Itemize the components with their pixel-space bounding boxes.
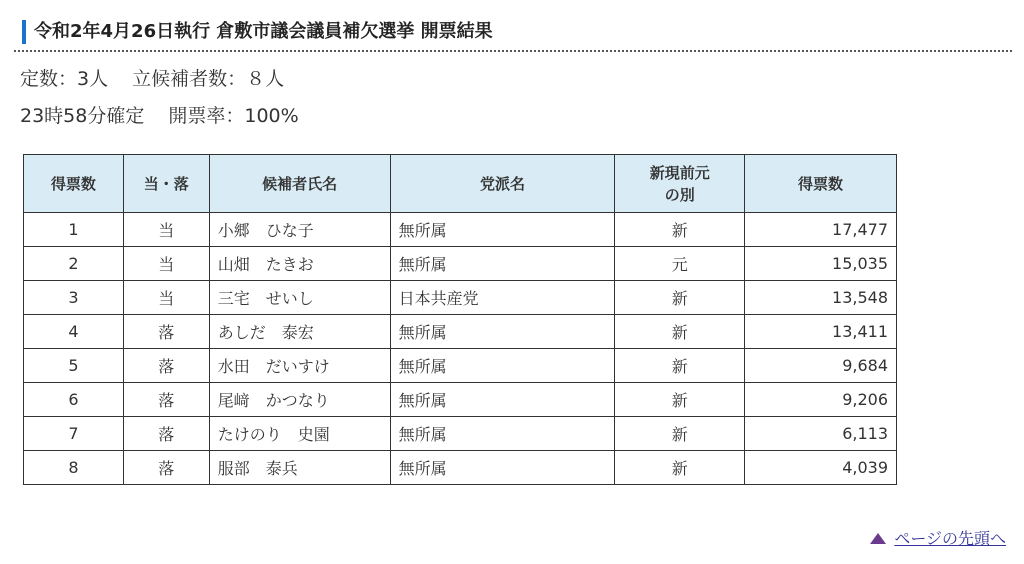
cell-name: 水田 だいすけ <box>209 349 390 383</box>
cell-status: 元 <box>615 247 745 281</box>
header-status <box>615 155 745 213</box>
cell-name: 小郷 ひな子 <box>209 213 390 247</box>
page-heading <box>14 12 1012 52</box>
page-top-link-container <box>870 528 1006 550</box>
cell-name: 山畑 たきお <box>209 247 390 281</box>
header-status-line1: 新現前元 <box>649 163 710 182</box>
cell-party: 無所属 <box>390 349 615 383</box>
summary-line-2 <box>20 103 299 129</box>
cell-name: あしだ 泰宏 <box>209 315 390 349</box>
cell-result: 落 <box>123 451 209 485</box>
cell-status: 新 <box>615 281 745 315</box>
cell-rank: 8 <box>24 451 124 485</box>
cell-rank: 5 <box>24 349 124 383</box>
table-row <box>24 451 897 485</box>
cell-votes: 9,684 <box>745 349 897 383</box>
cell-votes: 6,113 <box>745 417 897 451</box>
heading-accent-bar <box>22 20 26 44</box>
header-party: 党派名 <box>390 155 615 213</box>
header-result: 当・落 <box>123 155 209 213</box>
cell-result: 落 <box>123 315 209 349</box>
cell-name: 服部 泰兵 <box>209 451 390 485</box>
cell-name: 三宅 せいし <box>209 281 390 315</box>
header-votes: 得票数 <box>745 155 897 213</box>
cell-status: 新 <box>615 315 745 349</box>
table-row <box>24 383 897 417</box>
cell-rank: 1 <box>24 213 124 247</box>
cell-votes: 15,035 <box>745 247 897 281</box>
page-title: 令和2年4月26日執行 倉敷市議会議員補欠選挙 開票結果 <box>34 21 493 42</box>
cell-name: 尾﨑 かつなり <box>209 383 390 417</box>
table-row <box>24 281 897 315</box>
cell-status: 新 <box>615 451 745 485</box>
cell-votes: 17,477 <box>745 213 897 247</box>
cell-party: 無所属 <box>390 417 615 451</box>
page-top-link[interactable]: ページの先頭へ <box>894 529 1006 548</box>
cell-votes: 13,548 <box>745 281 897 315</box>
cell-name: たけのり 史園 <box>209 417 390 451</box>
triangle-up-icon <box>870 533 886 544</box>
cell-result: 当 <box>123 247 209 281</box>
summary-line-1 <box>20 66 284 92</box>
table-header-row <box>24 155 897 213</box>
header-name: 候補者氏名 <box>209 155 390 213</box>
cell-result: 落 <box>123 417 209 451</box>
cell-party: 無所属 <box>390 315 615 349</box>
cell-result: 落 <box>123 349 209 383</box>
candidates-count-text: 立候補者数：８人 <box>132 68 285 90</box>
cell-rank: 2 <box>24 247 124 281</box>
table-row <box>24 417 897 451</box>
cell-votes: 4,039 <box>745 451 897 485</box>
results-table <box>23 154 897 485</box>
cell-rank: 3 <box>24 281 124 315</box>
seats-text: 定数：3人 <box>20 68 109 90</box>
header-rank: 得票数 <box>24 155 124 213</box>
table-row <box>24 213 897 247</box>
cell-party: 無所属 <box>390 451 615 485</box>
cell-votes: 9,206 <box>745 383 897 417</box>
confirmed-time-text: 23時58分確定 <box>20 105 145 127</box>
count-rate-text: 開票率：100% <box>168 105 299 127</box>
cell-result: 落 <box>123 383 209 417</box>
cell-status: 新 <box>615 349 745 383</box>
table-row <box>24 349 897 383</box>
cell-status: 新 <box>615 383 745 417</box>
cell-rank: 4 <box>24 315 124 349</box>
cell-status: 新 <box>615 213 745 247</box>
table-row <box>24 247 897 281</box>
cell-party: 無所属 <box>390 247 615 281</box>
cell-party: 無所属 <box>390 383 615 417</box>
cell-votes: 13,411 <box>745 315 897 349</box>
cell-result: 当 <box>123 213 209 247</box>
cell-party: 無所属 <box>390 213 615 247</box>
table-row <box>24 315 897 349</box>
header-status-line2: の別 <box>664 185 695 204</box>
cell-rank: 6 <box>24 383 124 417</box>
cell-rank: 7 <box>24 417 124 451</box>
cell-status: 新 <box>615 417 745 451</box>
cell-party: 日本共産党 <box>390 281 615 315</box>
cell-result: 当 <box>123 281 209 315</box>
